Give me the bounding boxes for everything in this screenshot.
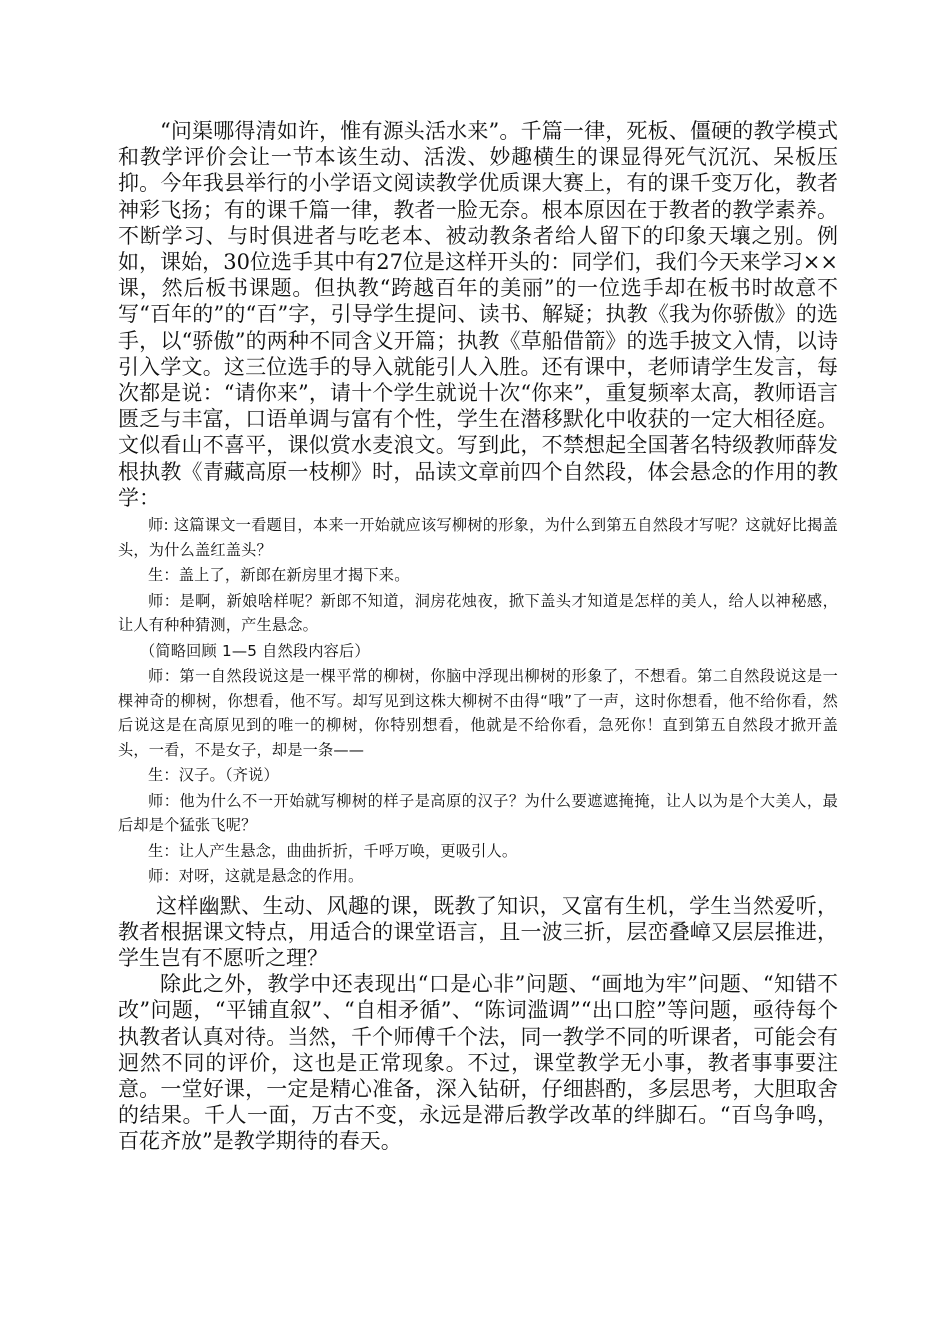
dialogue-line: 师: 这篇课文一看题目，本来一开始就应该写柳树的形象，为什么到第五自然段才写呢？这就好比揭盖头，为什么盖红盖头？ [118,516,838,559]
intro-paragraph: “问渠哪得清如许，惟有源头活水来”。千篇一律，死板、僵硬的教学模式和教学评价会让一节本该生动、活泼、妙趣横生的课显得死气沉沉、呆板压抑。今年我县举行的小学语文阅读教学优质课大赛上，有的课千变万化，教者神彩飞扬；有的课千篇一律，教者一脸无奈。根本原因在于教者的教学素养。不断学习、与时俱进者与吃老本、被动教条者给人留下的印象天壤之别。例如，课始，30位选手其中有27位是这样开头的：同学们，我们今天来学习××课，然后板书课题。但执教“跨越百年的美丽”的一位选手却在板书时故意不写“百年的”的“百”字，引导学生提问、读书、解疑；执教《我为你骄傲》的选手，以“骄傲”的两种不同含义开篇；执教《草船借箭》的选手披文入情，以诗引入学文。这三位选手的导入就能引人入胜。还有课中，老师请学生发言，每次都是说：“请你来”，请十个学生就说十次“你来”，重复频率太高，教师语言匮乏与丰富，口语单调与富有个性，学生在潜移默化中收获的一定大相径庭。文似看山不喜平，课似赏水麦浪文。写到此，不禁想起全国著名特级教师薛发根执教《青藏高原一枝柳》时，品读文章前四个自然段，体会悬念的作用的教学： [118,119,838,510]
dialogue-stage-note: （简略回顾 1—5 自然段内容后） [140,641,370,660]
dialogue-line: 师：对呀，这就是悬念的作用。 [148,867,364,886]
conclusion-paragraph: 这样幽默、生动、风趣的课，既教了知识，又富有生机，学生当然爱听，教者根据课文特点，用适合的课堂语言，且一波三折，层峦叠嶂又层层推进，学生岂有不愿听之理？ [118,893,838,970]
dialogue-line: 师：他为什么不一开始就写柳树的样子是高原的汉子？为什么要遮遮掩掩，让人以为是个大美人，最后却是个猛张飞呢？ [118,791,838,835]
dialogue-line: 师：是啊，新娘啥样呢？新郎不知道，洞房花烛夜，掀下盖头才知道是怎样的美人，给人以神秘感，让人有种种猜测，产生悬念。 [118,591,838,635]
conclusion-paragraph: 除此之外，教学中还表现出“口是心非”问题、“画地为牢”问题、“知错不改”问题，“平铺直叙”、“自相矛循”、“陈词滥调”“出口腔”等问题，亟待每个执教者认真对待。当然，千个师傅千个法，同一教学不同的听课者，可能会有迥然不同的评价，这也是正常现象。不过，课堂教学无小事，教者事事要注意。一堂好课，一定是精心准备，深入钻研，仔细斟酌，多层思考，大胆取舍的结果。千人一面，万古不变，永远是滞后教学改革的绊脚石。“百鸟争鸣，百花齐放”是教学期待的春天。 [118,972,838,1154]
classroom-dialogue [118,513,838,889]
dialogue-line: 生：汉子。（齐说） [148,766,279,785]
dialogue-line: 生：盖上了，新郎在新房里才揭下来。 [148,566,410,585]
document-page [118,118,838,1155]
dialogue-line: 生：让人产生悬念，曲曲折折，千呼万唤，更吸引人。 [148,841,518,860]
dialogue-line: 师：第一自然段说这是一棵平常的柳树，你脑中浮现出柳树的形象了，不想看。第二自然段说这是一棵神奇的柳树，你想看，他不写。却写见到这株大柳树不由得“哦”了一声，这时你想看，他不给你看，然后说这是在高原见到的唯一的柳树，你特别想看，他就是不给你看，急死你！直到第五自然段才掀开盖头，一看，不是女子，却是一条—— [118,667,838,759]
